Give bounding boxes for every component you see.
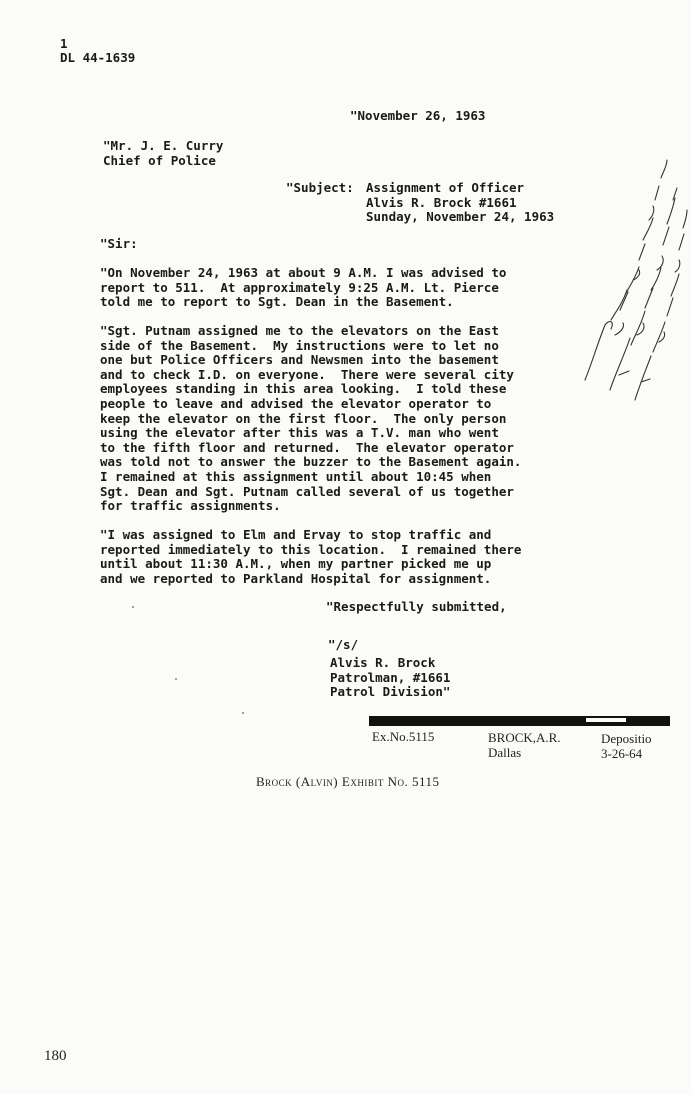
subject-label: "Subject:	[286, 180, 354, 195]
exhibit-witness: BROCK,A.R. Dallas	[488, 730, 561, 760]
page-speck	[175, 678, 177, 680]
exhibit-deposition: Depositio 3-26-64	[601, 731, 652, 761]
salutation: "Sir:	[100, 236, 138, 251]
header-number: 1	[60, 36, 68, 51]
handwritten-annotation	[575, 120, 690, 410]
page-speck	[242, 712, 244, 714]
addressee: "Mr. J. E. Curry Chief of Police	[103, 138, 224, 168]
exhibit-number: Ex.No.5115	[372, 729, 435, 744]
file-number: DL 44-1639	[60, 50, 136, 65]
paragraph-2: "Sgt. Putnam assigned me to the elevators on the East side of the Basement. My instructions were to let no one but Police Officers and Newsmen into the basement and to check I.D. on everyone. There were several city employees standing in this area looking. I told these people to leave and advised the elevator operator to keep the elevator on the first floor. The only person using the elevator after this was a T.V. man who went to the fifth floor and returned. The elevator operator was told not to answer the buzzer to the Basement again. I remained at this assignment until about 10:45 when Sgt. Dean and Sgt. Putnam called several of us together for traffic assignments.	[100, 323, 522, 514]
exhibit-stamp-bar-gap	[586, 718, 626, 722]
letter-date: "November 26, 1963	[350, 108, 486, 123]
subject-text: Assignment of Officer Alvis R. Brock #1661 Sunday, November 24, 1963	[366, 180, 555, 225]
exhibit-caption: Brock (Alvin) Exhibit No. 5115	[256, 774, 440, 789]
signature-block: Alvis R. Brock Patrolman, #1661 Patrol Division"	[330, 655, 451, 700]
closing: "Respectfully submitted,	[326, 599, 507, 614]
signature-mark: "/s/	[328, 637, 359, 652]
paragraph-1: "On November 24, 1963 at about 9 A.M. I was advised to report to 511. At approximately 9:25 A.M. Lt. Pierce told me to report to Sgt. Dean in the Basement.	[100, 265, 507, 310]
page-speck	[132, 606, 134, 608]
page-number: 180	[44, 1048, 67, 1064]
paragraph-3: "I was assigned to Elm and Ervay to stop traffic and reported immediately to this location. I remained there until about 11:30 A.M., when my partner picked me up and we reported to Parkland Hospital for assignment.	[100, 527, 522, 586]
